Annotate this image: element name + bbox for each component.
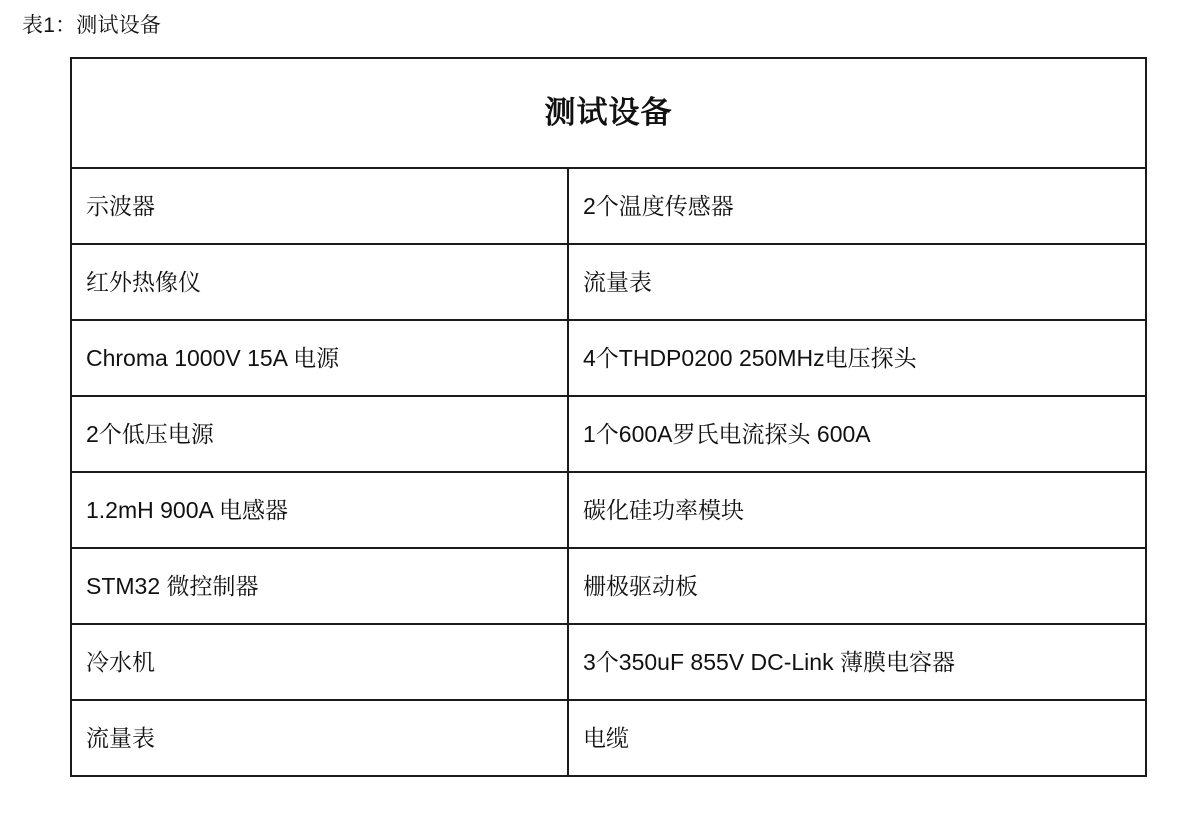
table-row xyxy=(71,548,1146,624)
table-row xyxy=(71,244,1146,320)
table-cell-right: 碳化硅功率模块 xyxy=(568,472,1146,548)
table-cell-left: 1.2mH 900A 电感器 xyxy=(71,472,568,548)
table-row xyxy=(71,168,1146,244)
table-cell-left: 红外热像仪 xyxy=(71,244,568,320)
table-cell-right: 电缆 xyxy=(568,700,1146,776)
table-cell-left: STM32 微控制器 xyxy=(71,548,568,624)
table-header-row xyxy=(71,58,1146,168)
table-row xyxy=(71,472,1146,548)
table-cell-left: Chroma 1000V 15A 电源 xyxy=(71,320,568,396)
table-row xyxy=(71,320,1146,396)
table-cell-right: 2个温度传感器 xyxy=(568,168,1146,244)
table-cell-left: 示波器 xyxy=(71,168,568,244)
table-cell-right: 1个600A罗氏电流探头 600A xyxy=(568,396,1146,472)
table-row xyxy=(71,624,1146,700)
table-cell-left: 冷水机 xyxy=(71,624,568,700)
equipment-table xyxy=(70,57,1147,777)
table-cell-left: 2个低压电源 xyxy=(71,396,568,472)
table-cell-right: 4个THDP0200 250MHz电压探头 xyxy=(568,320,1146,396)
table-cell-left: 流量表 xyxy=(71,700,568,776)
table-header-title: 测试设备 xyxy=(71,58,1146,168)
table-row xyxy=(71,396,1146,472)
table-cell-right: 3个350uF 855V DC-Link 薄膜电容器 xyxy=(568,624,1146,700)
table-caption: 表1：测试设备 xyxy=(22,14,162,37)
table-row xyxy=(71,700,1146,776)
table-cell-right: 流量表 xyxy=(568,244,1146,320)
table-cell-right: 栅极驱动板 xyxy=(568,548,1146,624)
equipment-table-container xyxy=(70,57,1145,777)
